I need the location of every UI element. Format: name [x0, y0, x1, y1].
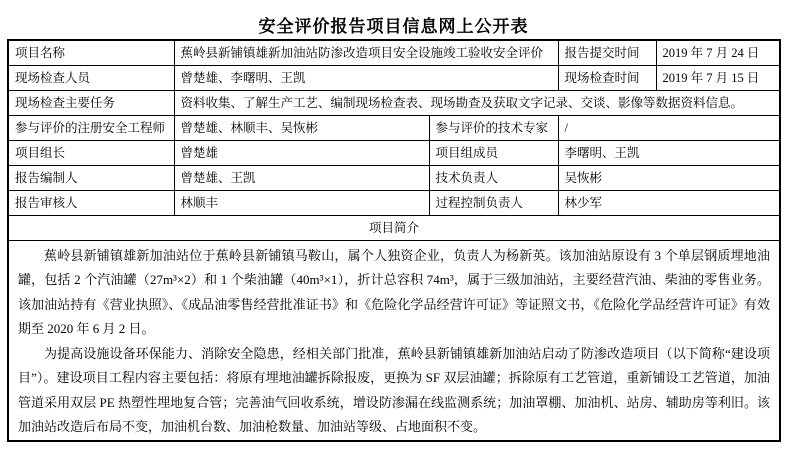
project-intro-paragraph-2: 为提高设施设备环保能力、消除安全隐患，经相关部门批准，蕉岭县新铺镇雄新加油站启动了防渗改造项目（以下简称“建设项目”）。建设项目工程内容主要包括：将原有埋地油罐拆除报废，更换为 SF 双层油罐；拆除原有工艺管道，重新铺设工艺管道，加油管道采用双层 PE 热塑性埋地复合管；完善油气回收系统，增设防渗漏在线监测系统；加油罩棚、加油机、站房、辅助房等利旧。该加油站改造后布局不变，加油机台数、加油枪数量、加油站等级、占地面积不变。 [18, 345, 771, 434]
project-members-value: 李曙明、王凯 [558, 140, 780, 165]
technical-experts-value: / [558, 115, 780, 140]
technical-director-value: 吴恢彬 [558, 165, 780, 190]
project-intro-header: 项目简介 [8, 215, 780, 240]
report-author-label: 报告编制人 [8, 165, 174, 190]
table-row-project-intro [8, 240, 780, 441]
project-info-table [7, 39, 781, 442]
safety-engineers-label: 参与评价的注册安全工程师 [8, 115, 174, 140]
site-inspectors-label: 现场检查人员 [8, 65, 174, 90]
report-author-value: 曾楚雄、王凯 [174, 165, 429, 190]
report-submit-time-label: 报告提交时间 [558, 40, 656, 65]
table-row-report-author [8, 165, 780, 190]
report-reviewer-label: 报告审核人 [8, 190, 174, 215]
project-leader-label: 项目组长 [8, 140, 174, 165]
inspection-tasks-label: 现场检查主要任务 [8, 90, 174, 115]
safety-engineers-value: 曾楚雄、林顺丰、吴恢彬 [174, 115, 429, 140]
report-reviewer-value: 林顺丰 [174, 190, 429, 215]
inspection-tasks-value: 资料收集、了解生产工艺、编制现场检查表、现场勘查及获取文字记录、交谈、影像等数据资料信息。 [174, 90, 780, 115]
project-name-value: 蕉岭县新铺镇雄新加油站防渗改造项目安全设施竣工验收安全评价 [174, 40, 558, 65]
project-intro-body [8, 240, 780, 441]
inspection-time-value: 2019 年 7 月 15 日 [656, 65, 780, 90]
table-row-project-name [8, 40, 780, 65]
table-row-section-header [8, 215, 780, 240]
table-row-report-reviewer [8, 190, 780, 215]
project-intro-paragraph-1: 蕉岭县新铺镇雄新加油站位于蕉岭县新铺镇马鞍山，属个人独资企业，负责人为杨新英。该加油站原设有 3 个单层钢质埋地油罐，包括 2 个汽油罐（27m³×2）和 1 个柴油罐（40m³×1），折计总容积 74m³，属于三级加油站，主要经营汽油、柴油的零售业务。该加油站持有《营业执照》、《成品油零售经营批准证书》和《危险化学品经营许可证》等证照文书，《危险化学品经营许可证》有效期至 2020 年 6 月 2 日。 [18, 247, 771, 336]
report-submit-time-value: 2019 年 7 月 24 日 [656, 40, 780, 65]
technical-director-label: 技术负责人 [429, 165, 558, 190]
project-leader-value: 曾楚雄 [174, 140, 429, 165]
page-title: 安全评价报告项目信息网上公开表 [258, 17, 529, 36]
table-row-site-inspectors [8, 65, 780, 90]
project-members-label: 项目组成员 [429, 140, 558, 165]
technical-experts-label: 参与评价的技术专家 [429, 115, 558, 140]
inspection-time-label: 现场检查时间 [558, 65, 656, 90]
process-control-director-label: 过程控制负责人 [429, 190, 558, 215]
table-row-inspection-tasks [8, 90, 780, 115]
table-row-safety-engineers [8, 115, 780, 140]
table-row-project-leader [8, 140, 780, 165]
process-control-director-value: 林少军 [558, 190, 780, 215]
site-inspectors-value: 曾楚雄、李曙明、王凯 [174, 65, 558, 90]
project-name-label: 项目名称 [8, 40, 174, 65]
